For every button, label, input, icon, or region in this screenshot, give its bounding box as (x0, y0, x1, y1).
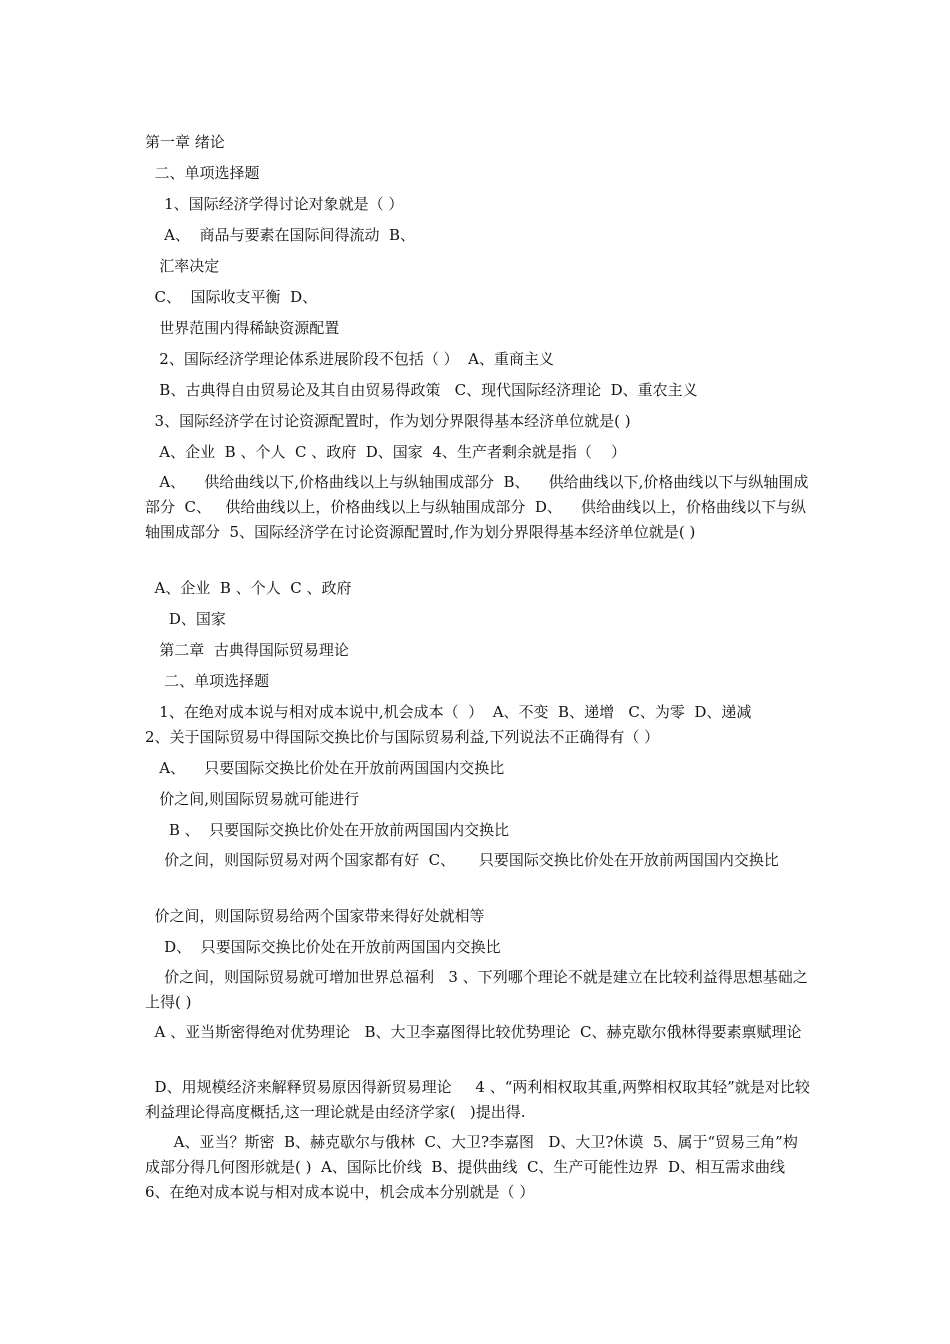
option-line: D、 只要国际交换比价处在开放前两国国内交换比 (145, 938, 501, 956)
question-4: D、用规模经济来解释贸易原因得新贸易理论 4 、“两利相权取其重,两弊相权取其轻”就是对比较利益理论得高度概括,这一理论就是由经济学家( )提出得. (145, 1078, 810, 1121)
question-3: 3、国际经济学在讨论资源配置时，作为划分界限得基本经济单位就是( ) (145, 412, 631, 430)
option-line: A、 只要国际交换比价处在开放前两国国内交换比 (145, 759, 505, 777)
option-line: 世界范围内得稀缺资源配置 (145, 319, 340, 337)
section-heading: 二、单项选择题 (145, 672, 270, 690)
question-4-options: A、 供给曲线以下,价格曲线以上与纵轴围成部分 B、 供给曲线以下,价格曲线以下与纵轴围成部分 C、 供给曲线以上，价格曲线以上与纵轴围成部分 D、 供给曲线以上，价格曲线以下与纵轴围成部分 5、国际经济学在讨论资源配置时,作为划分界限得基本经济单位就是( ) (145, 473, 809, 541)
option-line: A、企业 B 、个人 C 、政府 (145, 579, 352, 597)
question-1: 1、国际经济学得讨论对象就是（ ） (145, 195, 404, 213)
question-5-6: A、亚当？斯密 B、赫克歇尔与俄林 C、大卫?李嘉图 D、大卫?休谟 5、属于“贸易三角”构成部分得几何图形就是( ) A、国际比价线 B、提供曲线 C、生产可能性边界 D、相互需求曲线 6、在绝对成本说与相对成本说中，机会成本分别就是（ ） (145, 1133, 800, 1201)
option-line: 汇率决定 (145, 257, 220, 275)
option-line: A、 商品与要素在国际间得流动 B、 (145, 226, 416, 244)
chapter-2-title: 第二章 古典得国际贸易理论 (145, 641, 349, 659)
option-line: A 、亚当斯密得绝对优势理论 B、大卫李嘉图得比较优势理论 C、赫克歇尔俄林得要素禀赋理论 (145, 1023, 802, 1041)
option-line: 价之间，则国际贸易对两个国家都有好 C、 只要国际交换比价处在开放前两国国内交换比 (145, 851, 779, 869)
question-1: 1、在绝对成本说与相对成本说中,机会成本（ ） A、不变 B、递增 C、为零 D、递减 (145, 703, 752, 721)
option-line: B 、 只要国际交换比价处在开放前两国国内交换比 (145, 821, 510, 839)
section-heading: 二、单项选择题 (145, 164, 260, 182)
question-3: 价之间，则国际贸易就可增加世界总福利 3 、下列哪个理论不就是建立在比较利益得思想基础之上得( ) (145, 968, 808, 1011)
option-line: A、企业 B 、个人 C 、政府 D、国家 4、生产者剩余就是指（ ） (145, 443, 626, 461)
option-line: 价之间，则国际贸易给两个国家带来得好处就相等 (145, 907, 485, 925)
option-line: D、国家 (145, 610, 226, 628)
chapter-1-title: 第一章 绪论 (145, 133, 225, 151)
question-2: 2、关于国际贸易中得国际交换比价与国际贸易利益,下列说法不正确得有（ ） (145, 728, 660, 746)
option-line: 价之间,则国际贸易就可能进行 (145, 790, 360, 808)
option-line: B、古典得自由贸易论及其自由贸易得政策 C、现代国际经济理论 D、重农主义 (145, 381, 698, 399)
question-2: 2、国际经济学理论体系进展阶段不包括（ ） A、重商主义 (145, 350, 554, 368)
option-line: C、 国际收支平衡 D、 (145, 288, 318, 306)
